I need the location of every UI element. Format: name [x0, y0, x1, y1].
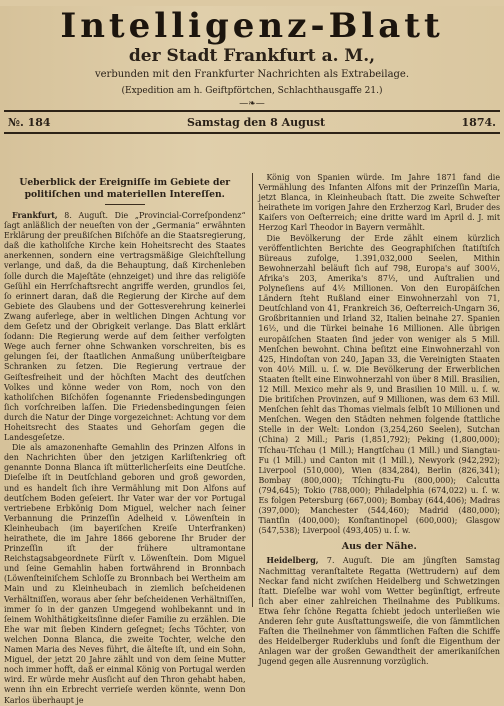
- newspaper-subtitle-affiliation: verbunden mit den Frankfurter Nachrichten als Extrabeilage.: [94, 69, 410, 80]
- newspaper-expedition-address: (Expedition am h. Geiftpförtchen, Schlachthausgaffe 21.): [121, 86, 383, 96]
- bottom-rule: [4, 132, 500, 134]
- article-paragraph: Die als amazonenhafte Gemahlin des Prinzen Alfons in den Nachrichten über den jetzigen Karliſtenkrieg oft genannte Donna Blanca iſt mütterlicherſeits eine Deutſche. Dieſelbe iſt in Deutſchland geboren und groß geworden, und es handelt ſich ihre Vermählung mit Don Alfons auf deutſchem Boden geſeiert. Ihr Vater war der vor Portugal vertriebene Erbkönig Dom Miguel, welcher nach ſeiner Verbannung die Prinzeſſin Adelheid v. Löwenſtein in Kleinheubach (im bayeriſchen Kreiſe Unterfranken) heirathete, die im Jahre 1866 geborene Ihr Bruder der Prinzeſſin iſt der frühere ultramontane Reichstagsabgeordnete Fürſt v. Löwenſtein. Dom Miguel und ſeine Gemahlin haben fortwährend in Bronnbach (Löwenſteiniſchem Schloſſe zu Bronnbach bei Wertheim am Main und zu Kleinheubach in ziemlich beſcheidenen Verhältniſſen, woraus aber ſehr beſcheidenen Verhältniſſen, immer ſo in der ganzen Umgegend wohlbekannt und in ſeinem Wohlthätigkeitsſinne dieſer Familie zu erzählen. Die Ehe war mit ſieben Kindern geſegnet; ſechs Töchter, von welchen Donna Blanca, die zweite Tochter, welche den Namen Maria des Neves führt, die älteſte iſt, und ein Sohn, Miguel, der jetzt 20 Jahre zählt und von dem ſeine Mutter noch immer hofft, daß er einmal König von Portugal werden wird. Er würde mehr Ausſicht auf den Thron gehabt haben, wenn ihn ein Erbrecht verrieſe werden könnte, wenn Don Karlos überhaupt je: [4, 443, 246, 705]
- issue-date: Samstag den 8 August: [186, 115, 326, 129]
- paragraph-text: 8. Auguſt. Die „Provincial-Correſpondenz“ ſagt anläßlich der neueſten von der „Germania“ erwähnten Erklärung der preußiſchen Biſchöfe an die Staatsregierung, daß die katholiſche Kirche kein Hoheitsrecht des Staates anerkennen, sondern eine vertragsmäßige Gleichſtellung verlange, und daß, da die Behauptung, daß Kirchenleben ſolle durch die Majeſtäte (ehnzeiget) und ihre das religiöſe Geſühl ein Herrſchaftsrecht angriffe werden, grundlos ſei, ſo erinnert daran, daß die Regierung der Kirche auf dem Gebiete des Glaubens und der Gottesverehrung keinerlei Zwang auferlege, aber in weltlichen Dingen Achtung vor dem Geſetz und der Obrigkeit verlange. Das Blatt erklärt ſodann: Die Regierung werde auf dem ſeither verfolgten Wege auch ferner ohne Schwanken vorschreiten, bis es gelungen ſei, der ſtaatlichen Anmaßung unüberſteigbare Schranken zu ſetzen. Die Regierung vertraue der Geiſtesfreiheit und der höchſten Macht des deutſchen Volkes und könne weder von Rom, noch von den katholiſchen Biſchöfen ſogenannte Friedensbedingungen ſich vorſchreiben laſſen. Die Friedensbedingungen ſeien durch die Natur der Dinge vorgezeichnet: Achtung vor dem Hoheitsrecht des Staates und Gehorſam gegen die Landesgeſetze.: [4, 211, 246, 443]
- paragraph-text: 7. Auguſt. Die am jüngſten Samstag Nachmittag veranſtaltete Regatta (Wettrudern) auf dem Neckar fand nicht zwiſchen Heidelberg und Schwetzingen ſtatt. Dieſelbe war wohl vom Wetter begünſtigt, erfreute ſich aber einer zahlreichen Theilnahme des Publikums. Etwa ſehr ſchöne Regatta ſchiebt jedoch unterließen wie Anderen ſehr gute Ausſtattungsweiſe, die von ſämmtlichen Faſten die Theilnehmer von ſämmtlichen Faſten die Schiffe des Heidelberger Ruderklubs und ſonſt die Eigenthum der Anlagen war der großen Gewandtheit der amerikaniſchen Jugend gegen alle Ausrennung vorzüglich.: [258, 556, 500, 667]
- dateline: Heidelberg,: [266, 556, 319, 566]
- newspaper-subtitle-city: der Stadt Frankfurt a. M.,: [128, 46, 376, 66]
- article-paragraph: [259, 556, 501, 667]
- article-paragraph: [4, 211, 246, 443]
- section-heading: Aus der Nähe.: [341, 541, 417, 553]
- issue-year: 1874.: [461, 115, 496, 129]
- newspaper-title: Intelligenz-Blatt: [60, 6, 444, 46]
- column-divider: [252, 173, 253, 607]
- article-paragraph: Die Bevölkerung der Erde zählt einem kürzlich veröffentlichten Berichte des Geographiſchen ſtatiſtiſch Büreaus zufolge, 1.391,032,000 Seelen, Mithin Bewohnerzahl beläuft ſich auf 798, Europa's auf 300½, Afrika's 203, Amerika's 87½, und Auſtralien und Polyneſiens auf 4½ Millionen. Von den Europäiſchen Ländern ſteht Rußland einer Einwohnerzahl von 71, Deutſchland von 41, Frankreich 36, Oeſterreich-Ungarn 36, Großbritannien und Irland 32, Italien beinahe 27. Spanien 16½, und die Türkei beinahe 16 Millionen. Alle übrigen europäiſchen Staaten ſind jeder von weniger als 5 Mill. Menſchen bewohnt. China beſitzt eine Einwohnerzahl von 425, Hindoſtan von 240, Japan 33, die Vereinigten Staaten von 40½ Mill. u. ſ. w. Die Bevölkerung der Erwerblichen Staaten ſtellt eine Einwohnerzahl von über 8 Mill. Brasilien, 12 Mill. Mexico mehr als 9, und Brasilien 10 Mill. u. ſ. w. Die britiſchen Provinzen, auf 9 Millionen, was dem 63 Mill. Menſchen ſehlt das Thomas vielmals ſelbſt 10 Millionen und Menſchen. Wegen den Städten nehmen folgende ſtattliche Stelle in der Welt: London (3,254,260 Seelen), Sutchan (China) 2 Mill.; Paris (1,851,792); Peking (1,800,000); Tſchau-Tſchau (1 Mill.); Hangtſchau (1 Mill.) und Siangtau-Fu (1 Mill.) und Canton mit (1 Mill.), Newyork (942,292); Liverpool (510,000), Wien (834,284), Berlin (826,341); Bombay (800,000); Tſchingtu-Fu (800,000); Calcutta (794,645); Tokio (788,000); Philadelphia (674,022) u. ſ. w. Es folgen Petersburg (667,000); Bombay (644,406); Madras (397,000); Manchester (544,460); Madrid (480,000); Tiantſin (400,000); Konſtantinopel (600,000); Glasgow (547,538); Liverpool (493,405) u. ſ. w.: [258, 233, 500, 536]
- issue-row: [0, 112, 504, 132]
- dateline: Frankfurt,: [12, 211, 58, 220]
- left-column: [4, 173, 246, 705]
- right-column: [258, 173, 501, 667]
- ornament-divider: —❧—: [239, 99, 265, 109]
- issue-number: №. 184: [8, 115, 51, 129]
- masthead: [0, 6, 504, 98]
- headline-divider: [105, 204, 145, 205]
- article-paragraph: König von Spanien würde. Im Jahre 1871 fand die Vermählung des Infanten Alfons mit der Prinzeſſin Maria, jetzt Blanca, in Kleinheubach ſtatt. Die zweite Schweſter heirathete im vorigen Jahre den Erzherzog Karl, Bruder des Kaiſers von Oeſterreich; eine dritte ward im April d. J. mit Herzog Karl Theodor in Bayern vermählt.: [258, 173, 500, 233]
- newspaper-page: [0, 6, 504, 705]
- article-columns: [4, 173, 500, 705]
- article-headline: Ueberblick der Ereigniſſe im Gebiete der politiſchen und materiellen Intereſſen.: [19, 177, 231, 200]
